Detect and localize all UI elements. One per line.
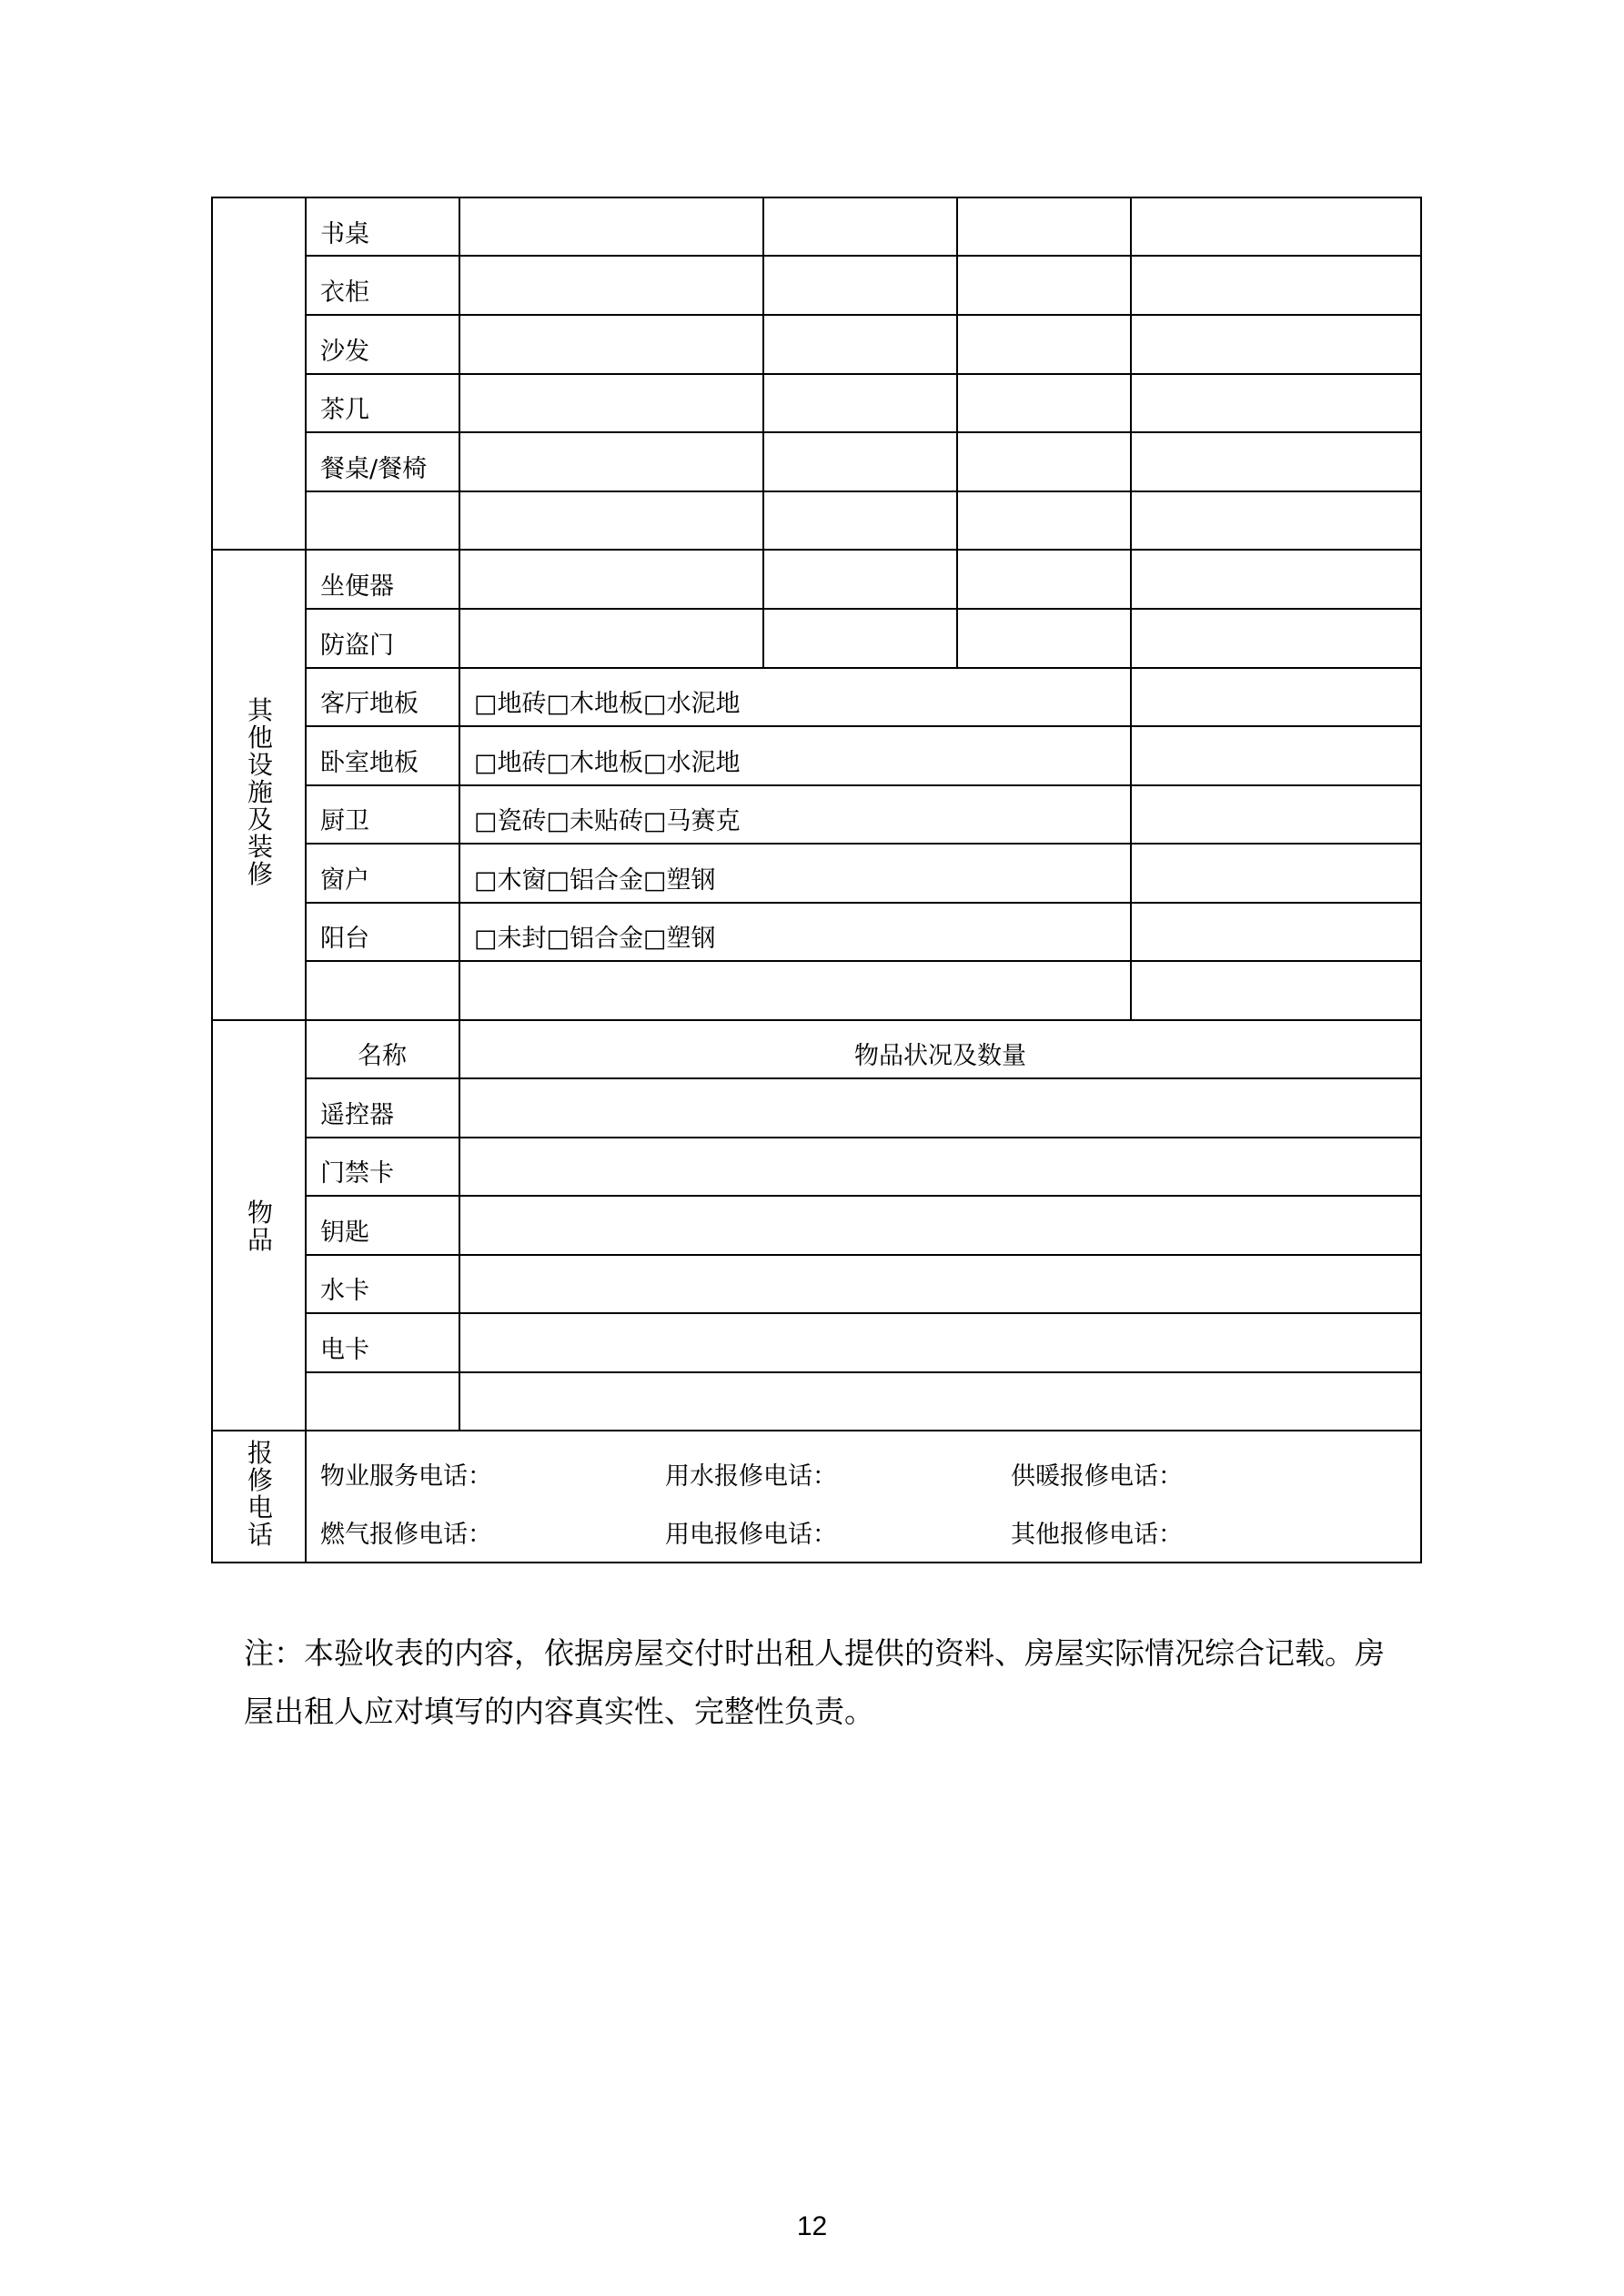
repair-phone-label: 物业服务电话： [320, 1462, 492, 1491]
facility-name: 阳台 [320, 925, 369, 953]
repair-phone-label: 其他报修电话： [1011, 1521, 1183, 1549]
furniture-item: 餐桌/餐椅 [320, 455, 428, 483]
facility-name: 坐便器 [320, 572, 394, 601]
row-line [305, 373, 1422, 375]
facility-options[interactable]: □木窗□铝合金□塑钢 [474, 866, 716, 895]
facility-name: 防盗门 [320, 632, 394, 660]
facility-name: 厨卫 [320, 807, 369, 835]
row-line [305, 608, 1422, 610]
article-item: 遥控器 [320, 1101, 394, 1129]
row-line [305, 902, 1422, 904]
section-label-char: 物 [247, 1198, 273, 1228]
table-border-top [211, 197, 1422, 198]
row-line [305, 960, 1422, 962]
repair-phone-label: 燃气报修电话： [320, 1521, 492, 1549]
row-line [305, 784, 1422, 786]
facility-name: 窗户 [320, 866, 369, 895]
article-item: 门禁卡 [320, 1159, 394, 1188]
furniture-item: 衣柜 [320, 278, 369, 307]
section-divider [305, 197, 307, 1563]
row-line [305, 431, 1422, 433]
section-label-char: 施 [247, 777, 273, 807]
row-line [305, 491, 1422, 492]
repair-section-label [244, 1440, 277, 1549]
furniture-item: 沙发 [320, 338, 369, 366]
table-border-left [211, 197, 213, 1563]
row-line [305, 314, 1422, 316]
footnote: 注：本验收表的内容，依据房屋交付时出租人提供的资料、房屋实际情况综合记载。房屋出租人应对填写的内容真实性、完整性负责。 [244, 1635, 1385, 1729]
section-label-char: 装 [247, 832, 273, 862]
row-line [305, 725, 1422, 727]
articles-section-label [244, 1199, 277, 1254]
name-column-divider [459, 197, 460, 1431]
facility-options[interactable]: □地砖□木地板□水泥地 [474, 749, 741, 777]
row-line [305, 255, 1422, 257]
section-label-char: 其 [247, 695, 273, 725]
section-boundary-repair [211, 1430, 1422, 1431]
facility-options[interactable]: □地砖□木地板□水泥地 [474, 690, 741, 718]
section-label-char: 他 [247, 723, 273, 753]
table-border-bottom [211, 1562, 1422, 1563]
repair-phone-label: 供暖报修电话： [1011, 1462, 1183, 1491]
section-boundary-articles [211, 1019, 1422, 1021]
table-border-right [1420, 197, 1422, 1563]
furniture-item: 书桌 [320, 220, 369, 248]
section-label-char: 报 [247, 1438, 273, 1468]
articles-header-status: 物品状况及数量 [854, 1042, 1026, 1070]
repair-phone-label: 用电报修电话： [665, 1521, 837, 1549]
row-line [305, 843, 1422, 845]
facility-name: 客厅地板 [320, 690, 419, 718]
section-label-char: 修 [247, 859, 273, 889]
articles-header-name: 名称 [358, 1042, 407, 1070]
facility-options[interactable]: □未封□铝合金□塑钢 [474, 925, 716, 953]
article-item: 钥匙 [320, 1219, 369, 1247]
row-line [305, 1077, 1422, 1079]
article-item: 水卡 [320, 1277, 369, 1305]
section-label-char: 品 [247, 1225, 273, 1255]
section-boundary-facilities [211, 549, 1422, 551]
row-line [305, 1312, 1422, 1314]
facility-options[interactable]: □瓷砖□未贴砖□马赛克 [474, 807, 741, 835]
section-label-char: 话 [247, 1520, 273, 1550]
furniture-item: 茶几 [320, 396, 369, 424]
row-line [305, 1137, 1422, 1138]
section-label-char: 电 [247, 1492, 273, 1522]
row-line [305, 1195, 1422, 1197]
facility-name: 卧室地板 [320, 749, 419, 777]
facilities-section-label [244, 697, 277, 888]
repair-phone-label: 用水报修电话： [665, 1462, 837, 1491]
section-label-char: 及 [247, 804, 273, 834]
section-label-char: 修 [247, 1465, 273, 1495]
page-number: 12 [796, 2211, 828, 2241]
row-line [305, 667, 1422, 669]
row-line [305, 1254, 1422, 1256]
article-item: 电卡 [320, 1336, 369, 1364]
section-label-char: 设 [247, 750, 273, 780]
row-line [305, 1371, 1422, 1373]
